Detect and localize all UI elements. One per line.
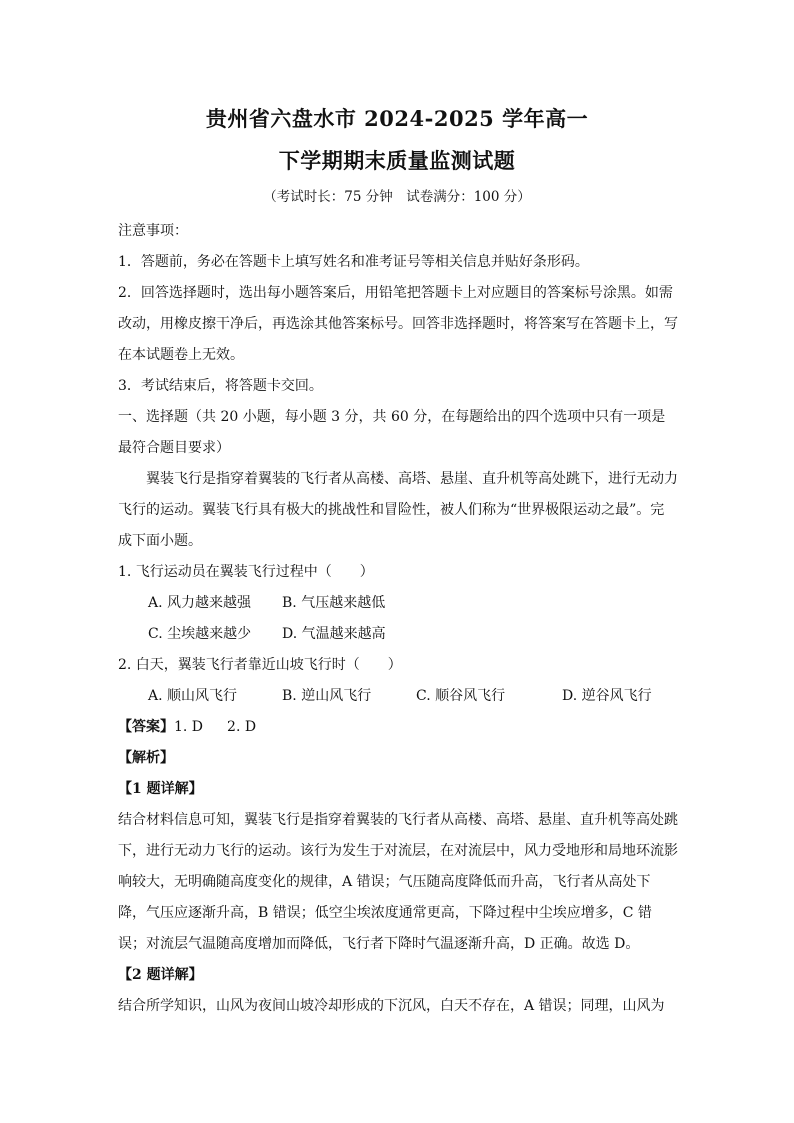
- q1-stem: 1. 飞行运动员在翼装飞行过程中（ ）: [118, 564, 374, 580]
- notice-item-3: 3．考试结束后，将答题卡交回。: [118, 378, 323, 394]
- q1-options-row2: [118, 619, 678, 650]
- q2-stem: 2. 白天，翼装飞行者靠近山坡飞行时（ ）: [118, 657, 402, 673]
- section-heading: 一、选择题（共 20 小题，每小题 3 分，共 60 分，在每题给出的四个选项中只有一项是最符合题目要求）: [118, 409, 666, 456]
- notice-item-2: 2．回答选择题时，选出每小题答案后，用铅笔把答题卡上对应题目的答案标号涂黑。如需改动，用橡皮擦干净后，再选涂其他答案标号。回答非选择题时，将答案写在答题卡上，写在本试题卷上无效。: [118, 285, 678, 363]
- exam-body: [118, 216, 678, 1022]
- detail-2-label: 【2 题详解】: [118, 967, 203, 983]
- q2-option-d: D. 逆谷风飞行: [562, 688, 652, 704]
- analysis-label: 【解析】: [118, 750, 174, 766]
- q1-option-b: B. 气压越来越低: [282, 595, 386, 611]
- notice-heading: 注意事项：: [118, 223, 188, 239]
- notice-item-1: 1．答题前，务必在答题卡上填写姓名和准考证号等相关信息并贴好条形码。: [118, 254, 589, 270]
- detail-1-label: 【1 题详解】: [118, 781, 203, 797]
- q1-options-row1: [118, 588, 678, 619]
- detail-2-text: 结合所学知识，山风为夜间山坡冷却形成的下沉风，白天不存在，A 错误；同理，山风为: [118, 998, 665, 1014]
- answer-label: 【答案】: [118, 719, 174, 735]
- material-text: 翼装飞行是指穿着翼装的飞行者从高楼、高塔、悬崖、直升机等高处跳下，进行无动力飞行的运动。翼装飞行具有极大的挑战性和冒险性，被人们称为“世界极限运动之最”。完成下面小题。: [118, 471, 678, 549]
- q1-option-c: C. 尘埃越来越少: [148, 626, 252, 642]
- answer-2: 2. D: [227, 719, 257, 735]
- exam-title-line1: 贵州省六盘水市 2024-2025 学年高一: [205, 106, 589, 131]
- q2-option-c: C. 顺谷风飞行: [416, 688, 506, 704]
- detail-1-text: 结合材料信息可知，翼装飞行是指穿着翼装的飞行者从高楼、高塔、悬崖、直升机等高处跳下，进行无动力飞行的运动。该行为发生于对流层，在对流层中，风力受地形和局地环流影响较大，无明确随高度变化的规律，A 错误；气压随高度降低而升高，飞行者从高处下降，气压应逐渐升高，B 错误；低空尘埃浓度通常更高，下降过程中尘埃应增多，C 错误；对流层气温随高度增加而降低，飞行者下降时气温逐渐升高，D 正确。故选 D。: [118, 812, 678, 952]
- answer-1: 1. D: [174, 719, 204, 735]
- q1-option-a: A. 风力越来越强: [148, 595, 252, 611]
- q1-option-d: D. 气温越来越高: [282, 626, 386, 642]
- exam-title-line2: 下学期期末质量监测试题: [278, 148, 516, 173]
- q2-option-b: B. 逆山风飞行: [282, 688, 372, 704]
- q2-options-row: [118, 681, 678, 712]
- q2-option-a: A. 顺山风飞行: [148, 688, 238, 704]
- exam-subtitle: （考试时长：75 分钟 试卷满分：100 分）: [263, 189, 531, 205]
- answer-line: [118, 712, 678, 743]
